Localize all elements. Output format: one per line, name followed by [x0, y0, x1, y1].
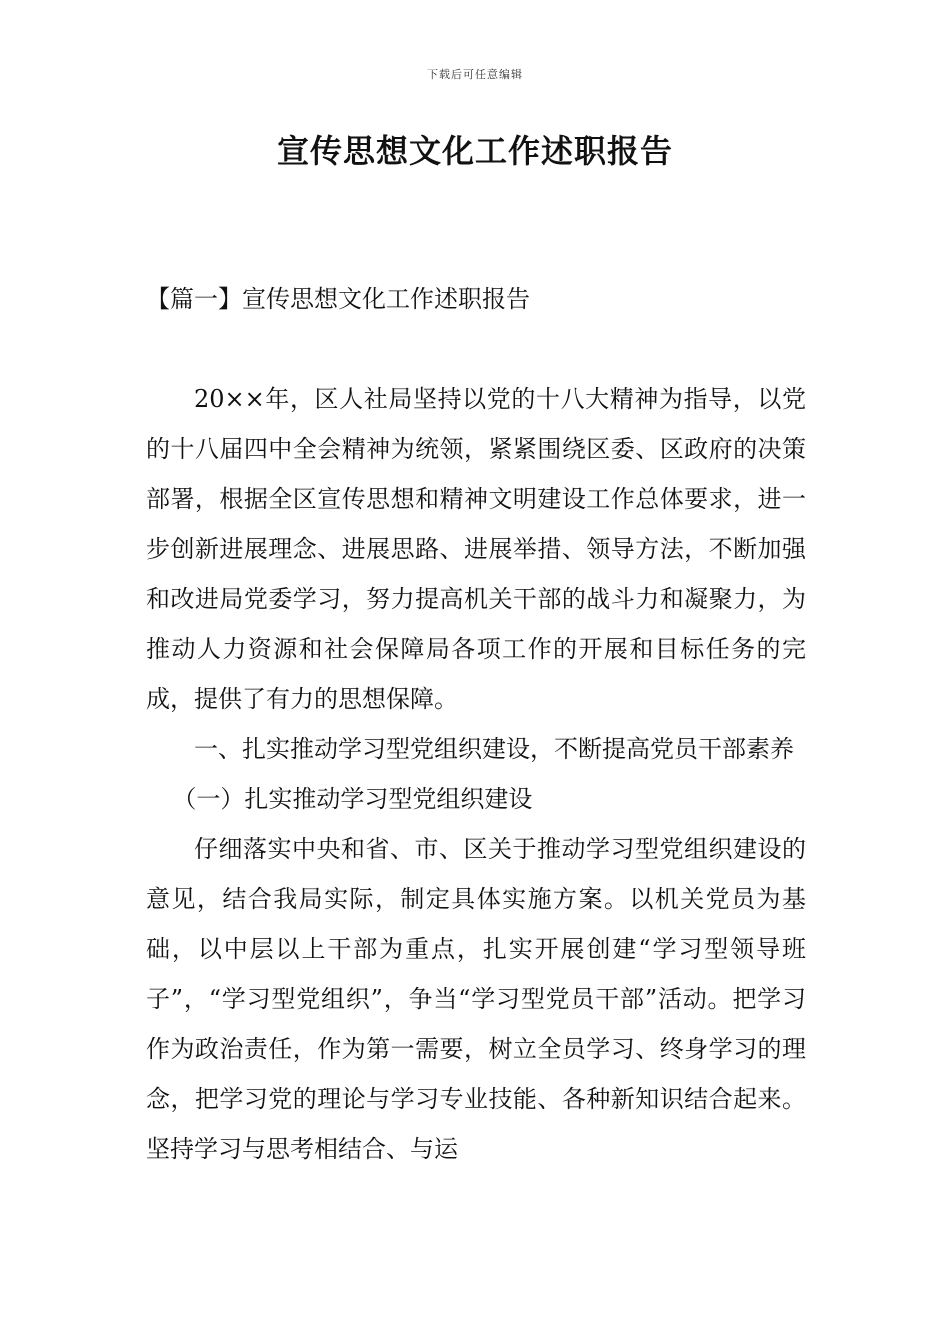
document-title: 宣传思想文化工作述职报告 [276, 132, 673, 170]
paragraph-body-1: 仔细落实中央和省、市、区关于推动学习型党组织建设的意见，结合我局实际，制定具体实施方案。以机关党员为基础，以中层以上干部为重点，扎实开展创建“学习型领导班子”，“学习型党组织”，争当“学习型党员干部”活动。把学习作为政治责任，作为第一需要，树立全员学习、终身学习的理念，把学习党的理论与学习专业技能、各种新知识结合起来。坚持学习与思考相结合、与运 [146, 835, 806, 1163]
paragraph-subheading-1: （一）扎实推动学习型党组织建设 [172, 785, 533, 813]
section-heading: 【篇一】宣传思想文化工作述职报告 [146, 285, 530, 313]
document-body [146, 374, 806, 1174]
paragraph-intro: 20××年，区人社局坚持以党的十八大精神为指导，以党的十八届四中全会精神为统领，紧紧围绕区委、区政府的决策部署，根据全区宣传思想和精神文明建设工作总体要求，进一步创新进展理念、进展思路、进展举措、领导方法，不断加强和改进局党委学习，努力提高机关干部的战斗力和凝聚力，为推动人力资源和社会保障局各项工作的开展和目标任务的完成，提供了有力的思想保障。 [146, 385, 806, 713]
header-note: 下载后可任意编辑 [427, 68, 523, 81]
paragraph-heading-1: 一、扎实推动学习型党组织建设，不断提高党员干部素养 [194, 735, 794, 763]
